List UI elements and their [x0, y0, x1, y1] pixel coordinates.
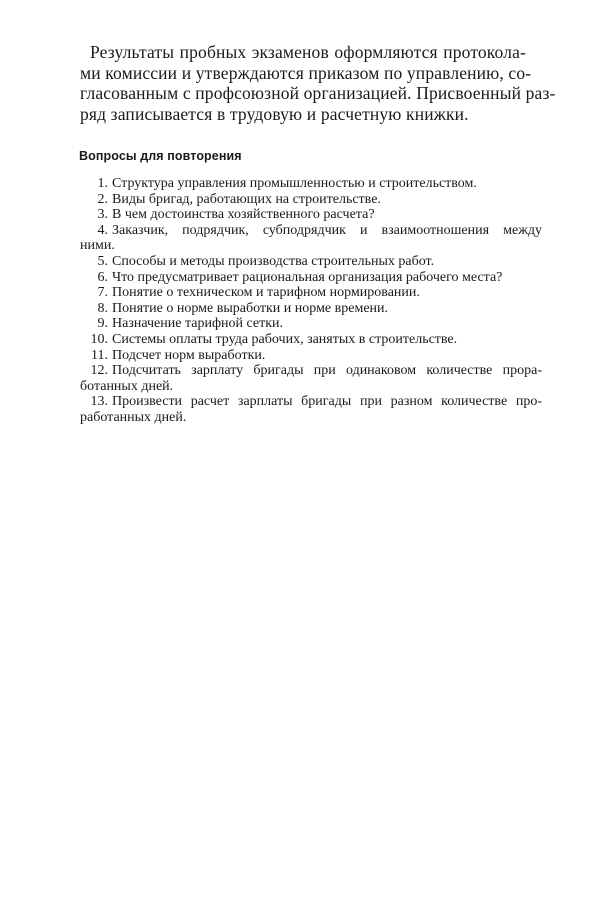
question-item — [80, 348, 542, 364]
question-number: 8. — [97, 300, 108, 316]
question-number: 11. — [91, 347, 108, 363]
question-item — [80, 207, 542, 223]
intro-line: Результаты пробных экзаменов оформляются протокола- — [90, 42, 526, 62]
question-item — [80, 332, 542, 348]
question-text: Назначение тарифной сетки. — [112, 316, 284, 332]
question-item — [80, 316, 542, 332]
question-number: 1. — [97, 176, 108, 191]
question-number: 10. — [90, 331, 108, 347]
question-item — [80, 223, 542, 239]
question-item — [80, 176, 542, 192]
intro-line: ми комиссии и утверждаются приказом по управлению, со- — [80, 62, 532, 83]
question-text: Произвести расчет зарплаты бригады при разном количестве про- — [112, 394, 542, 410]
question-number: 4. — [97, 222, 108, 238]
question-text: Подсчитать зарплату бригады при одинаковом количестве прора- — [112, 363, 542, 379]
question-continuation: работанных дней. — [80, 409, 187, 425]
question-number: 2. — [97, 191, 108, 207]
question-number: 12. — [90, 363, 108, 379]
question-item — [80, 285, 542, 301]
question-number: 7. — [97, 285, 108, 301]
question-number: 13. — [90, 394, 108, 410]
question-number: 9. — [97, 316, 108, 332]
questions-list — [80, 176, 542, 426]
question-continuation: ними. — [80, 238, 115, 254]
question-continuation: ботанных дней. — [80, 378, 174, 394]
question-text: Подсчет норм выработки. — [112, 347, 266, 363]
question-item — [80, 394, 542, 410]
question-item — [80, 270, 542, 286]
question-text: Понятие о норме выработки и норме времени. — [112, 300, 389, 316]
question-item — [80, 301, 542, 317]
question-text: В чем достоинства хозяйственного расчета? — [112, 207, 375, 223]
question-text: Понятие о техническом и тарифном нормировании. — [112, 285, 420, 301]
question-text: Структура управления промышленностью и строительством. — [112, 176, 477, 191]
section-heading: Вопросы для повторения — [79, 149, 242, 163]
question-text: Виды бригад, работающих на строительстве. — [112, 191, 381, 207]
intro-line: гласованным с профсоюзной организацией. Присвоенный раз- — [80, 83, 556, 103]
question-item — [80, 254, 542, 270]
question-item — [80, 363, 542, 379]
question-number: 5. — [97, 253, 108, 269]
question-text: Способы и методы производства строительных работ. — [112, 253, 435, 269]
question-text: Системы оплаты труда рабочих, занятых в строительстве. — [112, 331, 458, 347]
question-number: 6. — [97, 269, 108, 285]
question-number: 3. — [97, 207, 108, 223]
intro-line: ряд записывается в трудовую и расчетную книжки. — [80, 103, 469, 124]
question-text: Заказчик, подрядчик, субподрядчик и взаимоотношения между — [112, 222, 542, 238]
question-text: Что предусматривает рациональная организация рабочего места? — [112, 269, 503, 285]
question-item — [80, 192, 542, 208]
intro-paragraph — [80, 42, 556, 124]
